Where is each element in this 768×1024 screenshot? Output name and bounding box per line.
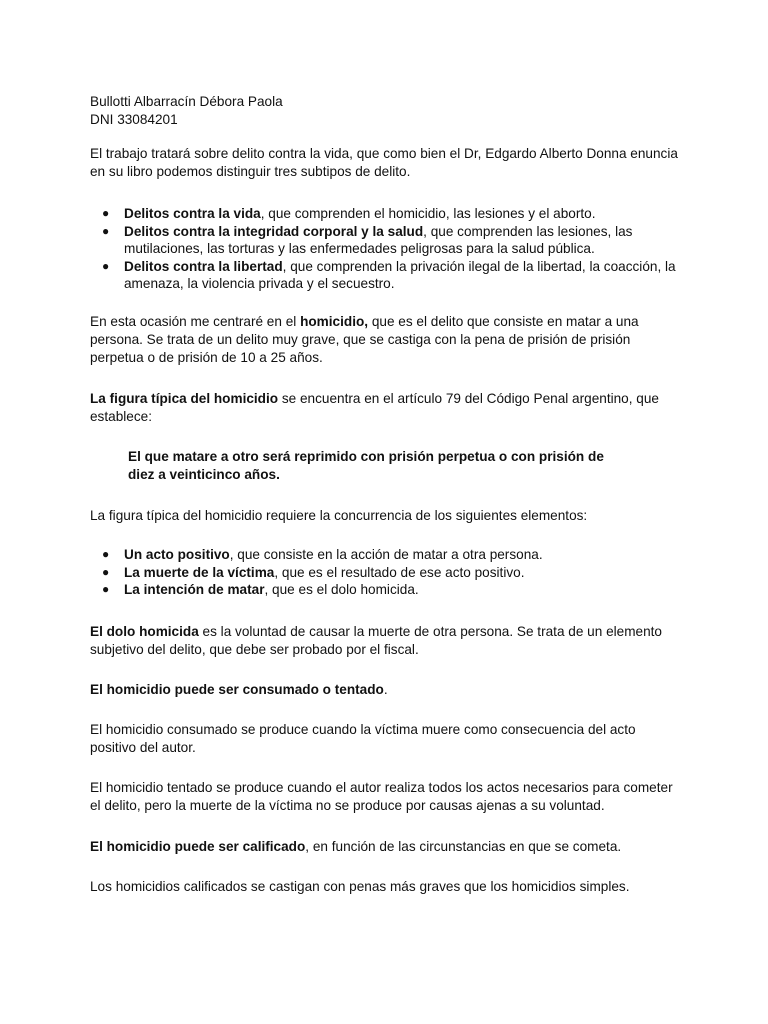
consumado-tentado-heading: El homicidio puede ser consumado o tentado. (90, 682, 388, 697)
elements-intro-paragraph: La figura típica del homicidio requiere la concurrencia de los siguientes elementos: (90, 508, 588, 523)
list-item: ● La muerte de la víctima, que es el resultado de ese acto positivo. (102, 564, 525, 580)
author-dni: DNI 33084201 (90, 112, 178, 127)
bullet-icon: ● (102, 564, 110, 579)
dolo-paragraph: El dolo homicida es la voluntad de causar la muerte de otra persona. Se trata de un elemento subjetivo del delito, que debe ser probado por el fiscal. (90, 624, 662, 657)
bullet-icon: ● (102, 582, 110, 596)
article-79-quote: El que matare a otro será reprimido con prisión perpetua o con prisión de diez a veinticinco años. (128, 449, 604, 482)
list-item: ● La intención de matar, que es el dolo homicida. (102, 582, 419, 597)
calificados-penas-paragraph: Los homicidios calificados se castigan con penas más graves que los homicidios simples. (90, 879, 630, 894)
author-header (90, 93, 680, 129)
homicidio-intro-paragraph: En esta ocasión me centraré en el homicidio, que es el delito que consiste en matar a una persona. Se trata de un delito muy grave, que se castiga con la pena de prisión de prisión perpetua o de prisión de 10 a 25 años. (90, 314, 639, 365)
bullet-icon: ● (102, 258, 110, 273)
figura-tipica-paragraph: La figura típica del homicidio se encuentra en el artículo 79 del Código Penal argentino, que establece: (90, 391, 659, 424)
list-item: ● Un acto positivo, que consiste en la acción de matar a otra persona. (102, 547, 543, 562)
calificado-paragraph: El homicidio puede ser calificado, en función de las circunstancias en que se cometa. (90, 839, 622, 854)
list-item: ● Delitos contra la integridad corporal y la salud, que comprenden las lesiones, las mutilaciones, las torturas y las enfermedades peligrosas para la salud pública. (102, 223, 633, 256)
elements-list (90, 546, 680, 599)
subtypes-list (90, 205, 680, 293)
list-item: ● Delitos contra la vida, que comprenden el homicidio, las lesiones y el aborto. (102, 206, 596, 221)
bullet-icon: ● (102, 223, 110, 238)
author-name: Bullotti Albarracín Débora Paola (90, 94, 283, 109)
consumado-paragraph: El homicidio consumado se produce cuando la víctima muere como consecuencia del acto positivo del autor. (90, 722, 636, 755)
bullet-icon: ● (102, 206, 110, 220)
tentado-paragraph: El homicidio tentado se produce cuando el autor realiza todos los actos necesarios para cometer el delito, pero la muerte de la víctima no se produce por causas ajenas a su voluntad. (90, 780, 673, 813)
intro-paragraph: El trabajo tratará sobre delito contra la vida, que como bien el Dr, Edgardo Alberto Donna enuncia en su libro podemos distinguir tres subtipos de delito. (90, 146, 678, 179)
bullet-icon: ● (102, 547, 110, 561)
list-item: ● Delitos contra la libertad, que comprenden la privación ilegal de la libertad, la coacción, la amenaza, la violencia privada y el secuestro. (102, 258, 676, 291)
